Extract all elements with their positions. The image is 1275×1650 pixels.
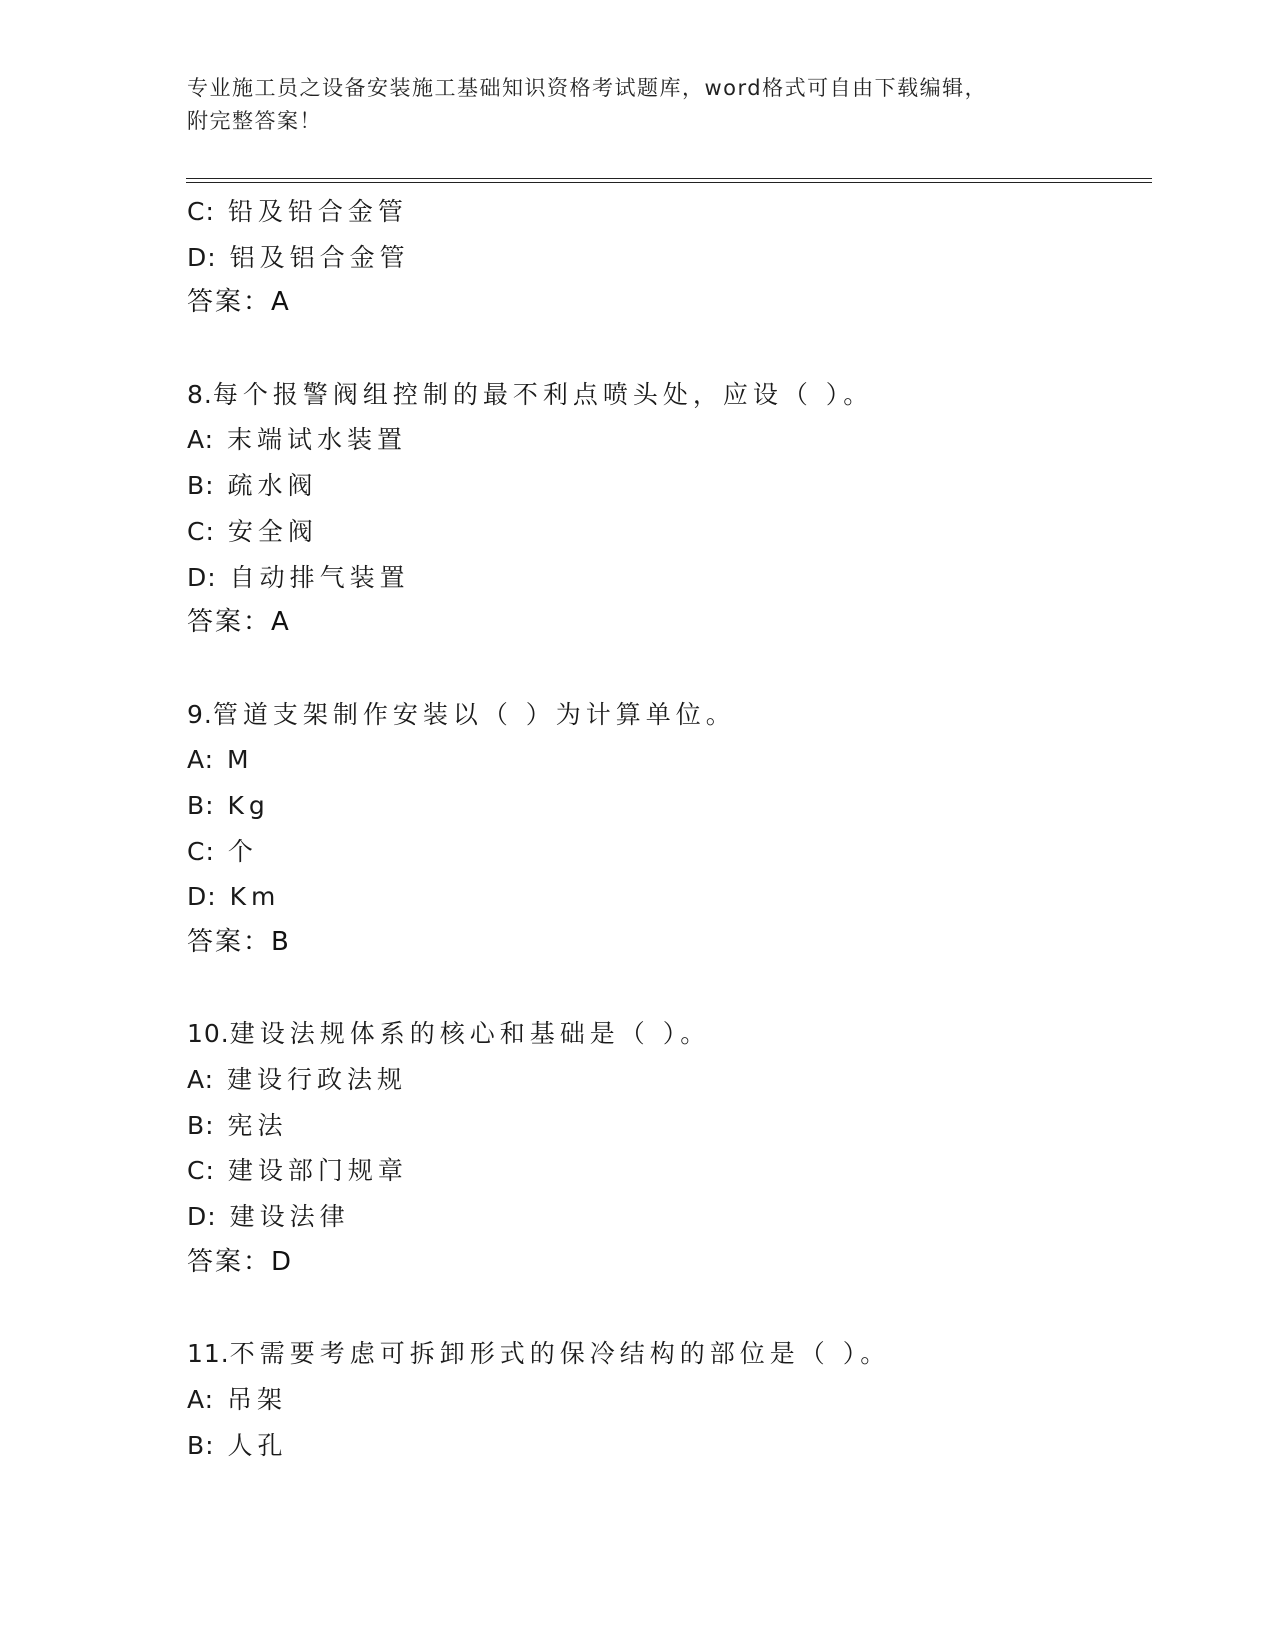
option-key: B: [187, 790, 215, 820]
spacer [187, 326, 1147, 372]
option-key: C: [187, 516, 215, 546]
question-text: 每个报警阀组控制的最不利点喷头处，应设（ ）。 [212, 379, 874, 409]
option-key: A: [187, 1384, 215, 1414]
option-line [187, 783, 1147, 829]
option-text: 个 [227, 836, 258, 866]
option-text: 末端试水装置 [227, 425, 408, 455]
option-text: 铝及铝合金管 [229, 242, 410, 272]
option-line [187, 1423, 1147, 1469]
answer-line: 答案：A [187, 607, 291, 638]
option-line [187, 1194, 1147, 1240]
question-stem [187, 1011, 1147, 1057]
option-line [187, 463, 1147, 509]
option-key: A: [187, 1065, 215, 1095]
option-text: M [227, 745, 254, 775]
option-text: Kg [227, 790, 270, 820]
option-key: C: [187, 1156, 215, 1186]
option-text: 建设法律 [229, 1202, 350, 1232]
option-key: D: [187, 882, 217, 912]
document-header [187, 72, 1067, 138]
option-line [187, 417, 1147, 463]
question-stem [187, 1331, 1147, 1377]
option-line [187, 829, 1147, 875]
option-text: 建设行政法规 [227, 1065, 408, 1095]
option-line [187, 874, 1147, 920]
option-text: 宪法 [227, 1110, 288, 1140]
question-text: 管道支架制作安装以（ ）为计算单位。 [212, 699, 736, 729]
option-key: C: [187, 197, 215, 226]
option-text: 建设部门规章 [227, 1156, 408, 1186]
option-text: 自动排气装置 [229, 562, 410, 592]
option-key: D: [187, 562, 217, 592]
option-text: 人孔 [227, 1430, 288, 1460]
option-text: Km [229, 882, 281, 912]
header-divider-top [186, 178, 1152, 179]
option-line [187, 1103, 1147, 1149]
question-text: 不需要考虑可拆卸形式的保冷结构的部位是（ ）。 [229, 1339, 891, 1369]
option-key: D: [187, 242, 217, 272]
option-key: B: [187, 1430, 215, 1460]
option-key: A: [187, 745, 215, 775]
option-text: 安全阀 [227, 516, 318, 546]
question-number: 10. [187, 1019, 230, 1049]
question-list [187, 189, 1147, 1468]
option-key: C: [187, 836, 215, 866]
spacer [187, 966, 1147, 1012]
question-number: 8. [187, 379, 213, 409]
option-line [187, 1377, 1147, 1423]
header-title-line-1: 专业施工员之设备安装施工基础知识资格考试题库，word格式可自由下载编辑， [187, 76, 988, 100]
question-number: 11. [187, 1339, 230, 1369]
option-text: 疏水阀 [227, 471, 318, 501]
option-text: 吊架 [227, 1384, 288, 1414]
question-stem [187, 372, 1147, 418]
answer-line: 答案：A [187, 287, 291, 318]
option-line [187, 235, 1147, 281]
option-line [187, 555, 1147, 601]
option-line [187, 189, 1147, 235]
answer-line: 答案：D [187, 1246, 294, 1277]
answer-line: 答案：B [187, 927, 291, 957]
spacer [187, 1286, 1147, 1332]
header-divider-bottom [186, 182, 1152, 183]
option-line [187, 509, 1147, 555]
question-text: 建设法规体系的核心和基础是（ ）。 [229, 1019, 711, 1049]
spacer [187, 646, 1147, 692]
option-line [187, 737, 1147, 783]
option-line [187, 1148, 1147, 1194]
option-line [187, 1057, 1147, 1103]
option-key: D: [187, 1202, 217, 1232]
option-key: B: [187, 471, 215, 501]
question-stem [187, 692, 1147, 738]
option-key: A: [187, 425, 215, 455]
option-text: 铅及铅合金管 [227, 197, 408, 226]
header-title-line-2: 附完整答案！ [187, 109, 322, 133]
option-key: B: [187, 1110, 215, 1140]
question-number: 9. [187, 699, 213, 729]
